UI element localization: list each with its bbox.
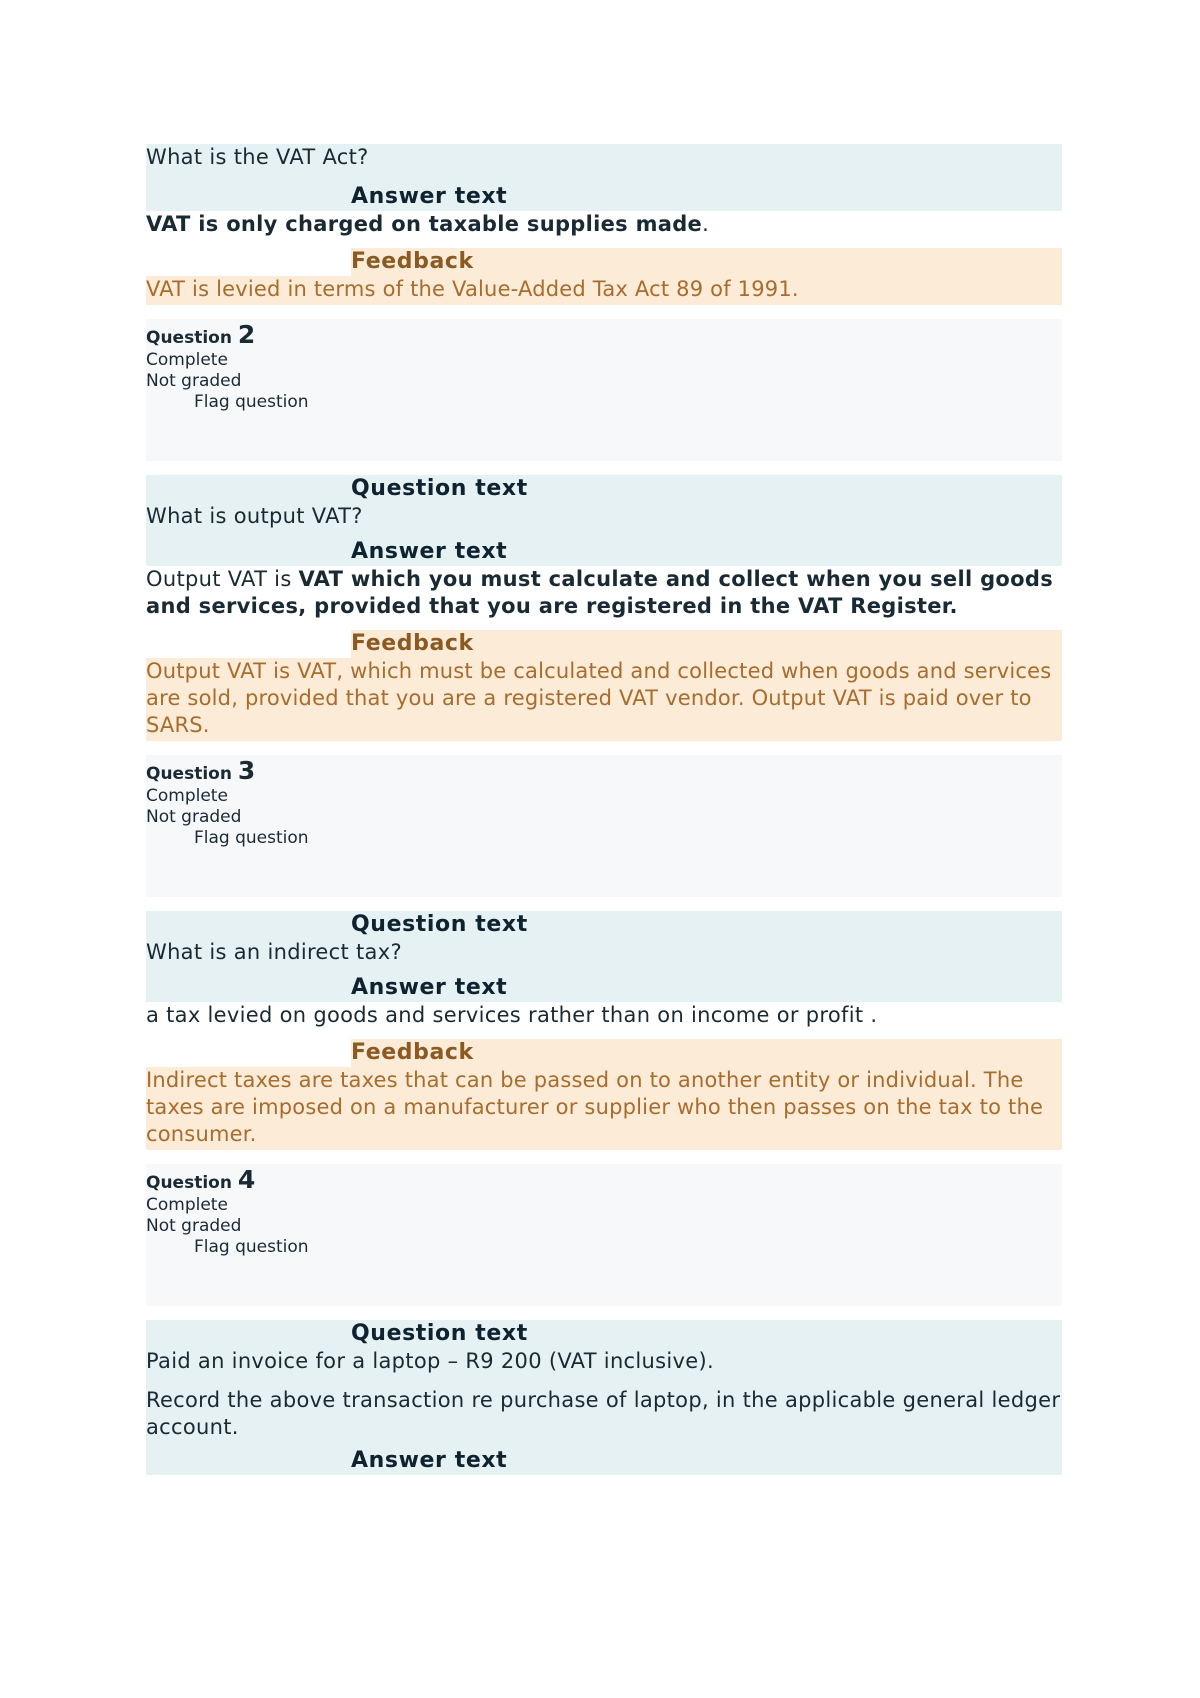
question-text-1: What is the VAT Act?: [146, 145, 369, 169]
feedback-header-2: [146, 630, 1062, 658]
feedback-label-3: Feedback: [351, 1039, 1062, 1067]
answer-1: VAT is only charged on taxable supplies made.: [146, 212, 710, 236]
question-grade-3: Not graded: [146, 807, 242, 827]
question-text-4-line-1: Paid an invoice for a laptop – R9 200 (VAT inclusive).: [146, 1349, 714, 1373]
flag-question-3[interactable]: Flag question: [194, 828, 309, 848]
answer-label-1: Answer text: [351, 184, 508, 209]
quiz-review-page: [146, 144, 1062, 1475]
question-text-box-4: [146, 1320, 1062, 1475]
answer-label-3: Answer text: [351, 975, 508, 1000]
feedback-text-2: Output VAT is VAT, which must be calculated and collected when goods and services are sold, provided that you are a registered VAT vendor. Output VAT is paid over to SARS.: [146, 658, 1062, 741]
flag-question-2[interactable]: Flag question: [194, 392, 309, 412]
question-grade-2: Not graded: [146, 371, 242, 391]
feedback-text-3: Indirect taxes are taxes that can be passed on to another entity or individual. The taxes are imposed on a manufacturer or supplier who then passes on the tax to the consumer.: [146, 1067, 1062, 1150]
question-info-2: [146, 319, 1062, 461]
question-number-4: Question 4: [146, 1165, 256, 1194]
question-text-box-1: [146, 144, 1062, 211]
answer-3: a tax levied on goods and services rather than on income or profit .: [146, 1003, 878, 1027]
question-number-3: Question 3: [146, 756, 256, 785]
question-label-4: Question text: [351, 1321, 528, 1346]
feedback-header-1: [146, 248, 1062, 276]
answer-label-2: Answer text: [351, 539, 508, 564]
question-state-2: Complete: [146, 350, 228, 370]
question-label-3: Question text: [351, 912, 528, 937]
flag-question-4[interactable]: Flag question: [194, 1237, 309, 1257]
question-label-2: Question text: [351, 476, 528, 501]
question-text-4-line-2: Record the above transaction re purchase of laptop, in the applicable general ledger account.: [146, 1388, 1061, 1439]
question-grade-4: Not graded: [146, 1216, 242, 1236]
question-text-box-3: [146, 911, 1062, 1002]
question-text-3: What is an indirect tax?: [146, 940, 402, 964]
answer-2: Output VAT is VAT which you must calculate and collect when you sell goods and services, provided that you are registered in the VAT Register.: [146, 567, 1054, 618]
question-text-box-2: [146, 475, 1062, 566]
question-info-4: [146, 1164, 1062, 1306]
answer-label-4: Answer text: [351, 1448, 508, 1473]
question-number-2: Question 2: [146, 320, 256, 349]
question-info-3: [146, 755, 1062, 897]
question-state-4: Complete: [146, 1195, 228, 1215]
feedback-label-1: Feedback: [351, 248, 1062, 276]
question-text-2: What is output VAT?: [146, 504, 363, 528]
feedback-label-2: Feedback: [351, 630, 1062, 658]
feedback-header-3: [146, 1039, 1062, 1067]
feedback-text-1: VAT is levied in terms of the Value-Added Tax Act 89 of 1991.: [146, 276, 1062, 305]
question-state-3: Complete: [146, 786, 228, 806]
